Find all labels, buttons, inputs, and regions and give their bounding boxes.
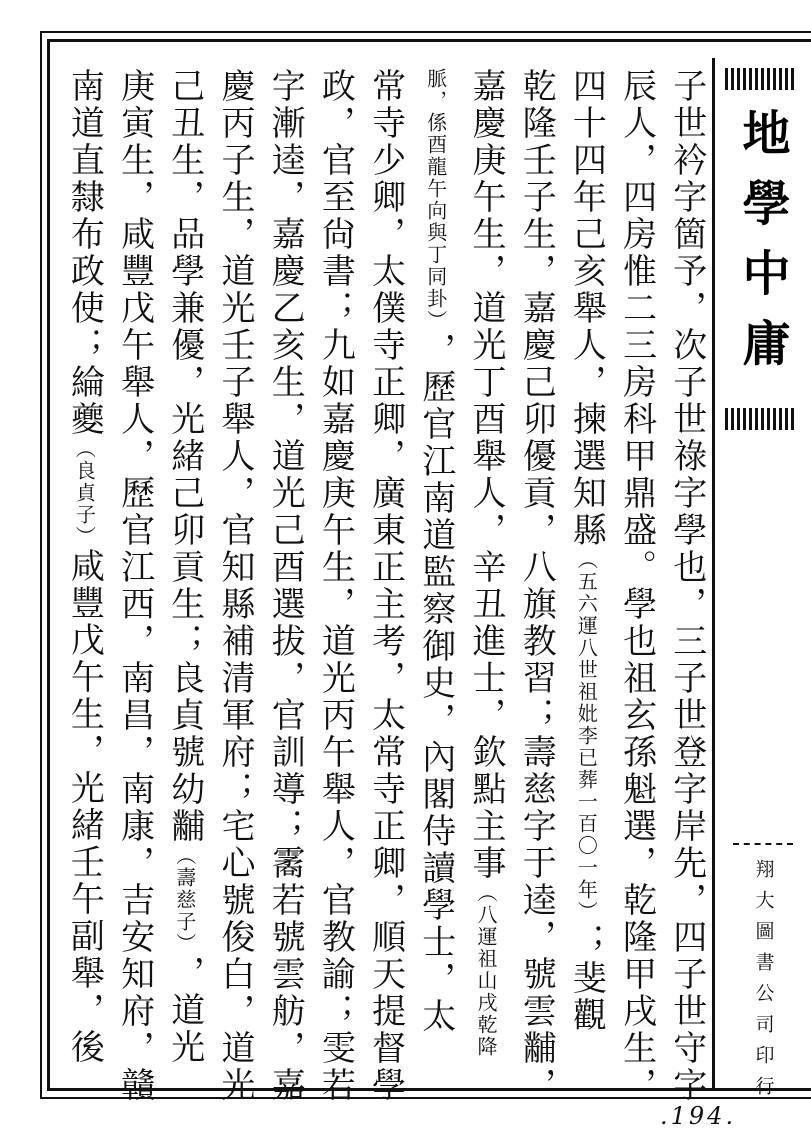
column-text: 咸豐戊午生，光緒壬午副舉，後 [64,548,105,1066]
banner-stripe-top [725,68,795,90]
text-column [513,68,559,1104]
column-text: 慶丙子生，道光壬子舉人，官知縣補清軍府；宅心號俊白，道光 [215,68,255,1104]
annotation-text: 脈，係酉龍午向與丁同卦） [423,68,448,332]
text-column [563,68,609,1034]
text-column [312,68,358,1104]
text-column [61,68,107,1066]
book-title-text: 地學中庸 [734,108,790,388]
annotation-text: （壽慈子） [172,845,197,955]
main-text [60,68,712,1104]
text-column [413,68,459,1035]
text-column [363,68,409,1104]
book-title [727,108,797,388]
column-text: ；斐觀 [566,923,607,1034]
column-text: ，道光 [164,955,205,1066]
column-text: 子世衿字箇予，次子世祿字學也，三子世登字岸先，四子世守字 [666,68,707,1104]
publisher-text: 翔大圖書公司印行 [752,859,775,1107]
column-text: 己丑生，品學兼優，光緒己卯貢生；良貞號幼黼 [164,68,205,845]
page-number: .194. [660,1102,737,1130]
text-column [112,68,158,1104]
text-column [664,68,710,1104]
publisher-box [733,843,793,1107]
annotation-text: （五六運八世祖妣李已葬一百〇一年） [574,549,599,923]
column-text: 四十四年己亥舉人，揀選知縣 [566,68,607,549]
column-text: 嘉慶庚午生，道光丁酉舉人，辛丑進士，欽點主事 [466,68,506,882]
column-text: 政，官至尙書；九如嘉慶庚午生，道光丙午舉人，官教諭；雯若 [315,68,356,1104]
side-banner [712,58,811,1107]
publisher [743,859,785,1107]
column-text: ，歷官江南道監察御史，內閣侍讀學士，太 [415,332,456,1035]
column-text: 南道直隸布政使；綸夔 [64,68,105,438]
column-text: 庚寅生，咸豐戊午舉人，歷官江西，南昌，南康，吉安知府，贛 [114,68,155,1104]
text-column [463,68,509,1058]
text-column [212,68,258,1104]
column-text: 字漸逵，嘉慶乙亥生，道光己酉選拔，官訓導；霱若號雲舫，嘉 [265,68,306,1104]
text-column [162,68,208,1066]
banner-stripe-bottom [725,408,795,430]
text-column [262,68,308,1104]
column-text: 辰人，四房惟二三房科甲鼎盛。學也祖玄孫魁選，乾隆甲戌生， [616,68,657,1104]
annotation-text: （良貞子） [72,438,97,548]
column-text: 常寺少卿，太僕寺正卿，廣東正主考，太常寺正卿，順天提督學 [365,68,406,1104]
annotation-text: （八運祖山戌乾降 [474,882,498,1058]
column-text: 乾隆壬子生，嘉慶己卯優貢，八旗教習；壽慈字于逵，號雲黼， [516,68,557,1104]
text-column [614,68,660,1104]
